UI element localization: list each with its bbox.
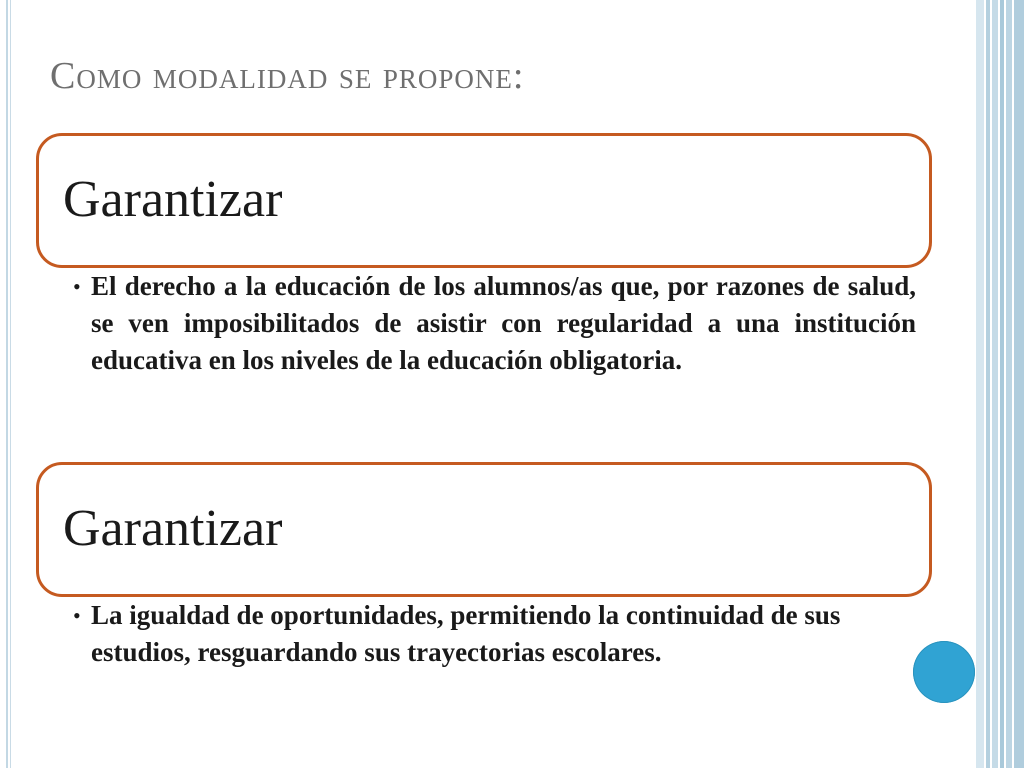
bullet-item xyxy=(60,597,916,671)
left-edge-stripe xyxy=(6,0,8,768)
right-bar xyxy=(1006,0,1012,768)
right-bar xyxy=(976,0,984,768)
bullet-dot-icon: • xyxy=(73,274,81,299)
detail-box xyxy=(60,268,916,379)
bullet-item xyxy=(60,268,916,379)
left-edge-rule xyxy=(0,0,11,768)
heading-box xyxy=(36,462,932,597)
heading-box xyxy=(36,133,932,268)
heading-text: Garantizar xyxy=(63,500,283,557)
bullet-dot-icon: • xyxy=(73,603,81,628)
slide-title: Como modalidad se propone: xyxy=(50,55,525,97)
heading-text: Garantizar xyxy=(63,171,283,228)
right-decorative-bars xyxy=(976,0,1024,768)
right-bar xyxy=(992,0,998,768)
accent-circle xyxy=(913,641,975,703)
right-bar xyxy=(986,0,990,768)
bullet-text: La igualdad de oportunidades, permitiendo la continuidad de sus estudios, resguardando sus trayectorias escolares. xyxy=(91,600,841,667)
bullet-text: El derecho a la educación de los alumnos/as que, por razones de salud, se ven imposibilitados de asistir con regularidad a una institución educativa en los niveles de la educación obligatoria. xyxy=(91,271,916,375)
right-bar xyxy=(1014,0,1024,768)
right-bar xyxy=(1000,0,1004,768)
detail-box xyxy=(60,597,916,671)
